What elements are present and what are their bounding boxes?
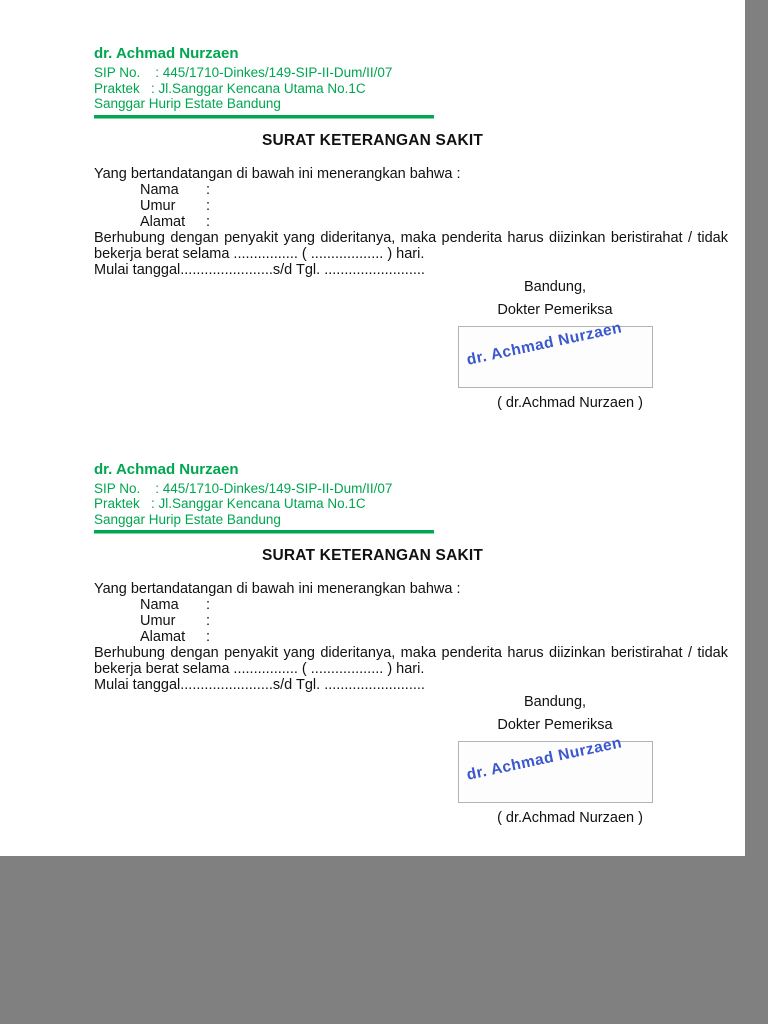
signature-text: dr. Achmad Nurzaen [464,734,624,784]
field-label: Umur [140,613,176,629]
certificate-title: SURAT KETERANGAN SAKIT [261,547,484,564]
sip-line: SIP No. : 445/1710-Dinkes/149-SIP-II-Dum/II/07 [94,65,393,80]
field-row-umur [94,613,728,629]
doctor-name: dr. Achmad Nurzaen [94,45,239,62]
field-label: Nama [140,181,179,198]
sip-line: SIP No. : 445/1710-Dinkes/149-SIP-II-Dum/II/07 [94,480,393,496]
signature-box [458,734,653,803]
field-row-umur [94,198,728,214]
body-paragraph: Berhubung dengan penyakit yang dideritanya, maka penderita harus diizinkan beristirahat / tidak bekerja berat selama ................ ( .................. ) hari. [94,645,728,677]
header-rule [94,530,434,534]
field-colon: : [206,181,211,198]
certificate-block [94,45,728,411]
field-label: Alamat [140,629,186,645]
field-label: Umur [140,197,176,214]
field-row-nama [94,182,728,198]
field-colon: : [206,613,211,629]
practice-line: Praktek : Jl.Sanggar Kencana Utama No.1C [94,496,366,511]
signature-box [458,318,653,388]
field-colon: : [206,197,211,214]
certificate-title: SURAT KETERANGAN SAKIT [261,131,484,149]
field-row-alamat [94,629,728,645]
header-rule [94,115,434,119]
signature-block [435,694,675,826]
field-label: Nama [140,597,179,613]
signature-text: dr. Achmad Nurzaen [464,318,624,369]
field-row-alamat [94,214,728,230]
intro-line: Yang bertandatangan di bawah ini menerangkan bahwa : [94,581,461,597]
practice-line: Praktek : Jl.Sanggar Kencana Utama No.1C [94,80,366,96]
city-label: Bandung, [523,694,587,710]
address-line: Sanggar Hurip Estate Bandung [94,511,281,527]
signature-block [435,279,675,411]
examiner-label: Dokter Pemeriksa [497,301,613,318]
field-row-nama [94,597,728,613]
intro-line: Yang bertandatangan di bawah ini menerangkan bahwa : [94,165,461,182]
field-colon: : [206,213,211,230]
signed-name: ( dr.Achmad Nurzaen ) [497,810,643,826]
field-colon: : [206,629,211,645]
city-label: Bandung, [523,278,587,295]
doctor-name: dr. Achmad Nurzaen [94,460,239,478]
body-paragraph: Berhubung dengan penyakit yang dideritanya, maka penderita harus diizinkan beristirahat / tidak bekerja berat selama ................ ( .................. ) hari. [94,229,728,262]
field-label: Alamat [140,213,186,230]
certificate-block [94,461,728,827]
date-range-line: Mulai tanggal.......................s/d Tgl. ......................... [94,261,425,278]
address-line: Sanggar Hurip Estate Bandung [94,96,281,111]
field-colon: : [206,597,211,613]
date-range-line: Mulai tanggal.......................s/d Tgl. ......................... [94,677,425,693]
examiner-label: Dokter Pemeriksa [497,717,613,733]
signed-name: ( dr.Achmad Nurzaen ) [497,394,643,411]
